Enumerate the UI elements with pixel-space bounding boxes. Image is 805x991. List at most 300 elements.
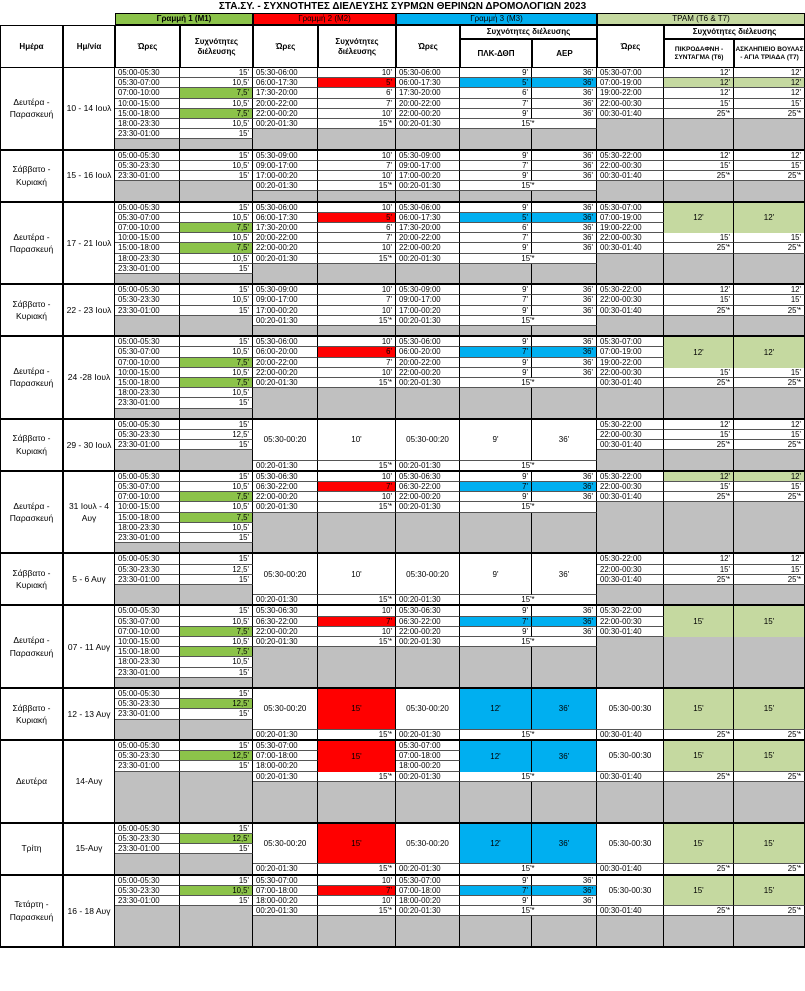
tram-t6-frequency: 12' [664, 337, 734, 368]
tram-header: ΤΡΑΜ (Τ6 & Τ7) [597, 13, 805, 25]
m1-hours: 05:30-23:30 [115, 295, 180, 305]
m1-hours: 23:30-01:00 [115, 171, 180, 181]
m1-frequency: 7,5' [180, 243, 253, 253]
m3-aer-frequency: 36' [532, 606, 597, 616]
tram-hours: 05:30-07:00 [597, 203, 664, 213]
m1-frequency: 10,5' [180, 161, 253, 171]
tram-t6-frequency: 15' [664, 295, 734, 305]
tram-t7-frequency: 25'* [734, 243, 805, 253]
m2-hours: 00:20-01:30 [253, 181, 318, 191]
tram-t7-frequency: 12' [734, 151, 805, 161]
m3-plk-frequency: 12' [460, 741, 532, 772]
tram-t6-frequency: 12' [664, 554, 734, 564]
day-label: Δευτέρα - Παρασκευή [0, 68, 63, 150]
m2-hours: 05:30-00:20 [253, 689, 318, 730]
m2-hours: 06:00-17:30 [253, 78, 318, 88]
tram-hours-header: Ώρες [597, 25, 664, 68]
m1-hours: 05:30-07:00 [115, 78, 180, 88]
day-col-header: Ημέρα [0, 25, 63, 68]
day-label: Σάββατο - Κυριακή [0, 151, 63, 202]
m3-aer-frequency: 36' [532, 420, 597, 461]
m3-plk-frequency: 9' [460, 358, 532, 368]
m3-frequency: 15'* [460, 864, 597, 874]
tram-hours: 22:00-00:30 [597, 233, 664, 243]
m1-hours: 07:00-10:00 [115, 88, 180, 98]
date-label: 16 - 18 Αυγ [63, 876, 115, 947]
m2-hours: 00:20-01:30 [253, 637, 318, 647]
m1-frequency: 15' [180, 606, 253, 616]
tram-freq-header: Συχνότητες διέλευσης [664, 25, 805, 39]
tram-hours: 19:00-22:00 [597, 358, 664, 368]
m1-hours: 23:30-01:00 [115, 129, 180, 139]
m1-frequency: 7,5' [180, 492, 253, 502]
tram-hours: 22:00-00:30 [597, 617, 664, 627]
line2-header: Γραμμή 2 (Μ2) [253, 13, 396, 25]
m1-hours: 05:30-23:30 [115, 751, 180, 761]
m1-hours: 23:30-01:00 [115, 306, 180, 316]
m3-aer-frequency: 36' [532, 99, 597, 109]
m1-frequency: 10,5' [180, 99, 253, 109]
m1-frequency: 10,5' [180, 886, 253, 896]
m3-hours: 09:00-17:00 [396, 161, 460, 171]
m3-hours: 05:30-09:00 [396, 285, 460, 295]
m3-plk-frequency: 6' [460, 223, 532, 233]
m2-hours: 05:30-09:00 [253, 151, 318, 161]
m3-hours: 00:20-01:30 [396, 502, 460, 512]
m3-plk-frequency: 9' [460, 203, 532, 213]
date-label: 29 - 30 Ιουλ [63, 420, 115, 471]
m1-frequency: 15' [180, 668, 253, 678]
m2-frequency: 7' [318, 161, 396, 171]
m1-hours: 23:30-01:00 [115, 575, 180, 585]
m2-hours: 18:00-00:20 [253, 761, 318, 771]
m2-hours: 17:00-00:20 [253, 306, 318, 316]
m3-hours: 06:00-17:30 [396, 78, 460, 88]
m1-hours: 05:30-23:30 [115, 161, 180, 171]
m3-frequency: 15'* [460, 181, 597, 191]
tram-t7-frequency: 25'* [734, 575, 805, 585]
m3-plk-frequency: 7' [460, 617, 532, 627]
m1-hours: 05:00-05:30 [115, 606, 180, 616]
tram-t7-frequency: 15' [734, 876, 805, 907]
m1-frequency: 15' [180, 337, 253, 347]
m1-hours: 05:30-07:00 [115, 347, 180, 357]
m3-aer-frequency: 36' [532, 689, 597, 730]
m3-hours: 22:00-00:20 [396, 243, 460, 253]
m1-frequency: 15' [180, 761, 253, 771]
m1-hours: 23:30-01:00 [115, 896, 180, 906]
m3-plk-frequency: 12' [460, 689, 532, 730]
m1-hours: 05:00-05:30 [115, 824, 180, 834]
m1-hours: 18:00-23:30 [115, 523, 180, 533]
tram-hours: 05:30-07:00 [597, 337, 664, 347]
tram-hours: 05:30-22:00 [597, 606, 664, 616]
tram-t6-frequency: 12' [664, 420, 734, 430]
m2-frequency: 15'* [318, 595, 396, 605]
m1-frequency: 15' [180, 129, 253, 139]
tram-t6-frequency: 12' [664, 78, 734, 88]
page-title: ΣΤΑ.ΣΥ. - ΣΥΧΝΟΤΗΤΕΣ ΔΙΕΛΕΥΣΗΣ ΣΥΡΜΩΝ ΘΕΡΙΝΩΝ ΔΡΟΜΟΛΟΓΙΩΝ 2023 [218, 1, 587, 12]
m1-hours: 05:00-05:30 [115, 689, 180, 699]
m3-aer-frequency: 36' [532, 78, 597, 88]
tram-t7-frequency: 12' [734, 203, 805, 234]
date-label: 15-Αυγ [63, 824, 115, 875]
tram-t6-frequency: 15' [664, 606, 734, 637]
m2-frequency: 10' [318, 243, 396, 253]
m1-frequency: 10,5' [180, 502, 253, 512]
m3-hours: 05:30-07:00 [396, 741, 460, 751]
tram-t6-frequency: 15' [664, 430, 734, 440]
m3-plk-frequency: 6' [460, 88, 532, 98]
tram-hours: 22:00-00:30 [597, 368, 664, 378]
tram-t6-frequency: 25'* [664, 730, 734, 740]
m2-frequency: 6' [318, 223, 396, 233]
m3-plk-frequency: 9' [460, 171, 532, 181]
tram-t7-frequency: 15' [734, 824, 805, 865]
tram-hours: 05:30-00:30 [597, 824, 664, 865]
m3-aer-frequency: 36' [532, 876, 597, 886]
m1-frequency: 15' [180, 876, 253, 886]
m2-hours: 00:20-01:30 [253, 595, 318, 605]
date-label: 24 -28 Ιουλ [63, 337, 115, 419]
m2-frequency: 7' [318, 617, 396, 627]
m2-hours: 22:00-00:20 [253, 243, 318, 253]
m2-frequency: 15'* [318, 502, 396, 512]
m2-frequency: 10' [318, 896, 396, 906]
tram-hours: 05:30-22:00 [597, 472, 664, 482]
day-label: Δευτέρα [0, 741, 63, 823]
m1-hours: 05:30-23:30 [115, 834, 180, 844]
tram-t6-frequency: 15' [664, 565, 734, 575]
tram-t6-frequency: 15' [664, 876, 734, 907]
m3-hours: 00:20-01:30 [396, 637, 460, 647]
tram-hours: 05:30-22:00 [597, 285, 664, 295]
m3-hours: 05:30-06:30 [396, 472, 460, 482]
m1-frequency: 10,5' [180, 523, 253, 533]
m3-aer-frequency: 36' [532, 306, 597, 316]
m3-plk-frequency: 9' [460, 306, 532, 316]
m3-plk-frequency: 5' [460, 78, 532, 88]
m3-plk-header: ΠΛΚ-ΔΘΠ [460, 39, 532, 68]
tram-t6-frequency: 12' [664, 203, 734, 234]
m1-frequency: 15' [180, 440, 253, 450]
m2-frequency: 7' [318, 295, 396, 305]
tram-hours: 00:30-01:40 [597, 171, 664, 181]
tram-t7-frequency: 25'* [734, 171, 805, 181]
tram-hours: 05:30-00:30 [597, 689, 664, 730]
m1-frequency: 7,5' [180, 88, 253, 98]
tram-hours: 07:00-19:00 [597, 213, 664, 223]
m3-aer-frequency: 36' [532, 347, 597, 357]
m2-frequency: 10' [318, 203, 396, 213]
m2-frequency: 10' [318, 68, 396, 78]
m2-hours: 06:00-20:00 [253, 347, 318, 357]
m3-hours: 00:20-01:30 [396, 461, 460, 471]
m2-frequency: 15'* [318, 254, 396, 264]
tram-t6-frequency: 15' [664, 741, 734, 772]
tram-t6-frequency: 25'* [664, 906, 734, 916]
m2-frequency: 15'* [318, 181, 396, 191]
m2-hours: 00:20-01:30 [253, 461, 318, 471]
m2-hours: 00:20-01:30 [253, 906, 318, 916]
m1-hours: 05:00-05:30 [115, 554, 180, 564]
day-label: Σάββατο - Κυριακή [0, 420, 63, 471]
m3-hours: 06:00-20:00 [396, 347, 460, 357]
m1-hours: 15:00-18:00 [115, 243, 180, 253]
tram-hours: 00:30-01:40 [597, 627, 664, 637]
m3-hours: 05:30-06:00 [396, 68, 460, 78]
tram-t6-frequency: 25'* [664, 772, 734, 782]
m2-frequency: 10' [318, 285, 396, 295]
m1-hours: 23:30-01:00 [115, 709, 180, 719]
m2-frequency: 10' [318, 109, 396, 119]
day-label: Σάββατο - Κυριακή [0, 554, 63, 605]
m1-hours: 05:30-23:30 [115, 565, 180, 575]
date-label: 31 Ιουλ - 4 Αυγ [63, 472, 115, 554]
m3-frequency: 15'* [460, 461, 597, 471]
m3-plk-frequency: 9' [460, 285, 532, 295]
m3-hours: 22:00-00:20 [396, 492, 460, 502]
m2-frequency: 15'* [318, 378, 396, 388]
m3-aer-frequency: 36' [532, 368, 597, 378]
tram-hours: 00:30-01:40 [597, 243, 664, 253]
tram-t7-frequency: 15' [734, 99, 805, 109]
m2-frequency: 15'* [318, 316, 396, 326]
m1-frequency: 7,5' [180, 358, 253, 368]
day-label: Σάββατο - Κυριακή [0, 689, 63, 740]
m2-frequency: 10' [318, 171, 396, 181]
m1-hours: 07:00-10:00 [115, 358, 180, 368]
m2-hours: 06:30-22:00 [253, 617, 318, 627]
m1-hours: 07:00-10:00 [115, 627, 180, 637]
m1-hours: 18:00-23:30 [115, 657, 180, 667]
m3-plk-frequency: 9' [460, 627, 532, 637]
m2-hours: 00:20-01:30 [253, 378, 318, 388]
m1-frequency: 7,5' [180, 109, 253, 119]
tram-t7-frequency: 15' [734, 482, 805, 492]
m3-hours: 18:00-00:20 [396, 896, 460, 906]
m2-hours: 05:30-06:00 [253, 203, 318, 213]
m1-hours: 05:00-05:30 [115, 876, 180, 886]
m2-frequency: 15'* [318, 637, 396, 647]
m2-hours: 05:30-06:00 [253, 68, 318, 78]
m3-hours: 06:00-17:30 [396, 213, 460, 223]
m3-hours: 00:20-01:30 [396, 316, 460, 326]
m2-hours: 05:30-00:20 [253, 554, 318, 595]
m3-plk-frequency: 7' [460, 347, 532, 357]
m1-frequency: 10,5' [180, 657, 253, 667]
m1-frequency: 15' [180, 896, 253, 906]
m2-frequency: 10' [318, 606, 396, 616]
m3-plk-frequency: 9' [460, 420, 532, 461]
m3-aer-frequency: 36' [532, 472, 597, 482]
m3-hours: 09:00-17:00 [396, 295, 460, 305]
tram-t7-frequency: 25'* [734, 772, 805, 782]
m1-hours: 05:00-05:30 [115, 420, 180, 430]
m3-hours: 07:00-18:00 [396, 751, 460, 761]
m3-aer-frequency: 36' [532, 243, 597, 253]
tram-hours: 05:30-00:30 [597, 741, 664, 772]
m2-hours: 22:00-00:20 [253, 627, 318, 637]
m3-hours: 05:30-06:30 [396, 606, 460, 616]
m1-frequency: 15' [180, 844, 253, 854]
m1-hours: 15:00-18:00 [115, 647, 180, 657]
m1-hours: 15:00-18:00 [115, 378, 180, 388]
tram-hours: 22:00-00:30 [597, 565, 664, 575]
m2-hours: 00:20-01:30 [253, 772, 318, 782]
m1-hours: 23:30-01:00 [115, 440, 180, 450]
line3-header: Γραμμή 3 (Μ3) [396, 13, 597, 25]
m2-hours: 22:00-00:20 [253, 109, 318, 119]
tram-hours: 22:00-00:30 [597, 430, 664, 440]
m3-hours: 00:20-01:30 [396, 906, 460, 916]
m1-hours: 15:00-18:00 [115, 109, 180, 119]
m2-frequency: 10' [318, 492, 396, 502]
m2-hours-header: Ώρες [253, 25, 318, 68]
tram-hours: 07:00-19:00 [597, 78, 664, 88]
tram-hours: 22:00-00:30 [597, 99, 664, 109]
tram-hours: 19:00-22:00 [597, 88, 664, 98]
m3-aer-frequency: 36' [532, 88, 597, 98]
m1-frequency: 12,5' [180, 834, 253, 844]
m1-frequency: 15' [180, 398, 253, 408]
m3-plk-frequency: 7' [460, 161, 532, 171]
tram-t7-frequency: 15' [734, 295, 805, 305]
m1-frequency: 15' [180, 420, 253, 430]
m2-frequency: 7' [318, 233, 396, 243]
m1-hours: 10:00-15:00 [115, 368, 180, 378]
m1-frequency: 7,5' [180, 378, 253, 388]
m2-frequency: 15'* [318, 461, 396, 471]
m3-hours: 17:30-20:00 [396, 223, 460, 233]
m3-plk-frequency: 9' [460, 368, 532, 378]
day-label: Σάββατο - Κυριακή [0, 285, 63, 336]
tram-t7-frequency: 12' [734, 78, 805, 88]
m1-hours: 23:30-01:00 [115, 668, 180, 678]
m2-frequency: 7' [318, 886, 396, 896]
m3-aer-frequency: 36' [532, 285, 597, 295]
m3-aer-frequency: 36' [532, 68, 597, 78]
tram-t6-frequency: 15' [664, 233, 734, 243]
m3-aer-frequency: 36' [532, 824, 597, 865]
m1-frequency: 15' [180, 709, 253, 719]
m2-frequency: 7' [318, 358, 396, 368]
m1-frequency: 10,5' [180, 254, 253, 264]
tram-t6-header: ΠΙΚΡΟΔΑΦΝΗ - ΣΥΝΤΑΓΜΑ (Τ6) [664, 39, 734, 68]
m2-frequency: 10' [318, 306, 396, 316]
tram-hours: 00:30-01:40 [597, 772, 664, 782]
m2-freq-header: Συχνότητες διέλευσης [318, 25, 396, 68]
m2-frequency: 7' [318, 482, 396, 492]
m3-plk-frequency: 5' [460, 213, 532, 223]
m1-hours: 23:30-01:00 [115, 844, 180, 854]
m2-frequency: 6' [318, 88, 396, 98]
m3-hours: 18:00-00:20 [396, 761, 460, 771]
m2-frequency: 10' [318, 627, 396, 637]
m3-frequency: 15'* [460, 637, 597, 647]
m3-aer-frequency: 36' [532, 161, 597, 171]
tram-hours: 00:30-01:40 [597, 306, 664, 316]
m1-hours: 10:00-15:00 [115, 233, 180, 243]
tram-hours: 00:30-01:40 [597, 109, 664, 119]
m3-aer-frequency: 36' [532, 358, 597, 368]
tram-t6-frequency: 12' [664, 151, 734, 161]
tram-t7-frequency: 15' [734, 741, 805, 772]
m1-frequency: 10,5' [180, 617, 253, 627]
m1-hours: 23:30-01:00 [115, 264, 180, 274]
m3-freq-header: Συχνότητες διέλευσης [460, 25, 597, 39]
m1-hours: 10:00-15:00 [115, 502, 180, 512]
m1-frequency: 10,5' [180, 368, 253, 378]
m3-aer-frequency: 36' [532, 223, 597, 233]
m3-aer-frequency: 36' [532, 627, 597, 637]
m2-hours: 20:00-22:00 [253, 99, 318, 109]
tram-hours: 22:00-00:30 [597, 161, 664, 171]
tram-t6-frequency: 25'* [664, 492, 734, 502]
m2-hours: 22:00-00:20 [253, 368, 318, 378]
m1-frequency: 7,5' [180, 513, 253, 523]
m2-frequency: 15'* [318, 119, 396, 129]
m1-hours: 05:30-07:00 [115, 482, 180, 492]
m1-hours: 05:30-23:30 [115, 699, 180, 709]
m2-hours: 00:20-01:30 [253, 119, 318, 129]
m3-hours: 05:30-06:00 [396, 203, 460, 213]
tram-t7-frequency: 12' [734, 420, 805, 430]
m1-frequency: 10,5' [180, 119, 253, 129]
m3-frequency: 15'* [460, 316, 597, 326]
m1-frequency: 7,5' [180, 647, 253, 657]
m2-frequency: 15'* [318, 772, 396, 782]
tram-t7-frequency: 15' [734, 606, 805, 637]
m2-frequency: 6' [318, 347, 396, 357]
m3-plk-frequency: 9' [460, 151, 532, 161]
day-label: Δευτέρα - Παρασκευή [0, 606, 63, 688]
m3-aer-frequency: 36' [532, 554, 597, 595]
m3-frequency: 15'* [460, 502, 597, 512]
m1-hours-header: Ώρες [115, 25, 180, 68]
m2-frequency: 5' [318, 78, 396, 88]
m1-hours: 10:00-15:00 [115, 637, 180, 647]
m2-hours: 05:30-09:00 [253, 285, 318, 295]
m2-hours: 17:00-00:20 [253, 171, 318, 181]
m1-frequency: 15' [180, 264, 253, 274]
tram-hours: 05:30-22:00 [597, 420, 664, 430]
m3-plk-frequency: 7' [460, 482, 532, 492]
m3-hours: 22:00-00:20 [396, 627, 460, 637]
m3-hours: 00:20-01:30 [396, 772, 460, 782]
m1-hours: 05:00-05:30 [115, 741, 180, 751]
tram-t7-frequency: 25'* [734, 440, 805, 450]
m1-hours: 05:00-05:30 [115, 285, 180, 295]
tram-hours: 07:00-19:00 [597, 347, 664, 357]
m3-aer-frequency: 36' [532, 492, 597, 502]
tram-hours: 00:30-01:40 [597, 378, 664, 388]
m3-aer-frequency: 36' [532, 896, 597, 906]
m3-plk-frequency: 7' [460, 233, 532, 243]
m2-hours: 00:20-01:30 [253, 730, 318, 740]
m3-frequency: 15'* [460, 595, 597, 605]
day-label: Τετάρτη - Παρασκευή [0, 876, 63, 947]
tram-t7-frequency: 12' [734, 88, 805, 98]
m3-plk-frequency: 9' [460, 606, 532, 616]
tram-hours: 19:00-22:00 [597, 223, 664, 233]
m1-freq-header: Συχνότητες διέλευσης [180, 25, 253, 68]
m3-hours: 17:00-00:20 [396, 171, 460, 181]
m3-hours: 00:20-01:30 [396, 864, 460, 874]
m3-hours: 00:20-01:30 [396, 254, 460, 264]
tram-t6-frequency: 15' [664, 161, 734, 171]
m2-hours: 09:00-17:00 [253, 295, 318, 305]
